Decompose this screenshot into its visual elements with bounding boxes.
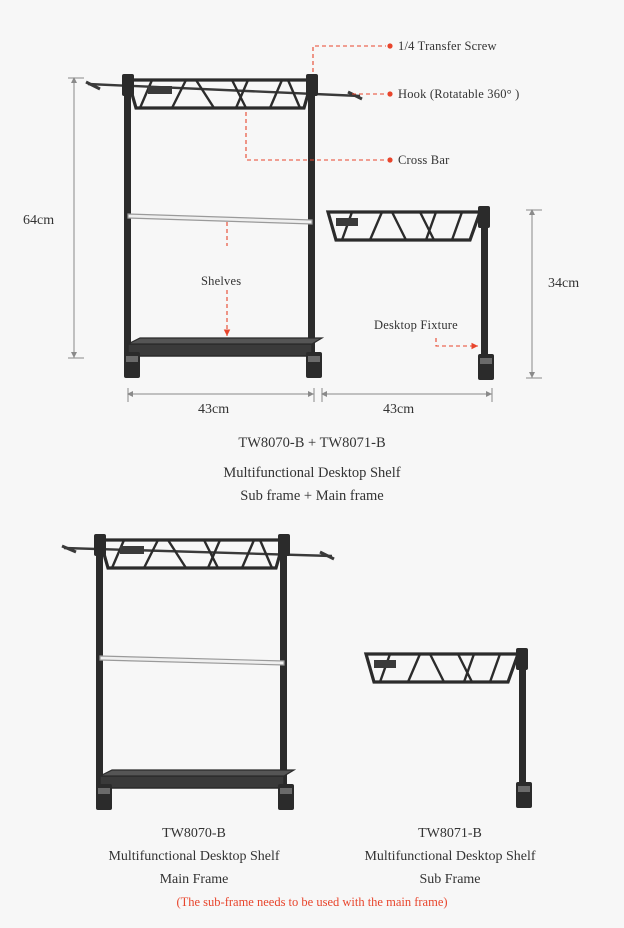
dimension-height-main: 64cm [23, 213, 55, 228]
main-caption-model: TW8070-B [162, 826, 226, 841]
callout-label-hook: Hook (Rotatable 360° ) [398, 87, 520, 101]
callout-label-cross-bar: Cross Bar [398, 153, 450, 167]
figure-sub-frame [366, 648, 532, 808]
main-caption-subtitle: Main Frame [159, 872, 229, 887]
callout-label-transfer-screw: 1/4 Transfer Screw [398, 39, 497, 53]
combo-caption-model: TW8070-B + TW8071-B [238, 435, 386, 451]
dimension-height-sub: 34cm [548, 276, 580, 291]
callout-label-desktop-fixture: Desktop Fixture [374, 318, 458, 332]
combo-caption-name: Multifunctional Desktop Shelf [223, 465, 401, 481]
callout-label-shelves: Shelves [201, 274, 242, 288]
sub-caption-subtitle: Sub Frame [419, 872, 481, 887]
footnote: (The sub-frame needs to be used with the main frame) [176, 895, 448, 909]
sub-caption-model: TW8071-B [418, 826, 482, 841]
figure-main-frame [62, 534, 334, 810]
main-caption-name: Multifunctional Desktop Shelf [108, 849, 280, 864]
dimension-width-main: 43cm [198, 402, 230, 417]
dimension-width-sub: 43cm [383, 402, 415, 417]
sub-caption-name: Multifunctional Desktop Shelf [364, 849, 536, 864]
combo-caption-subtitle: Sub frame + Main frame [240, 488, 384, 504]
